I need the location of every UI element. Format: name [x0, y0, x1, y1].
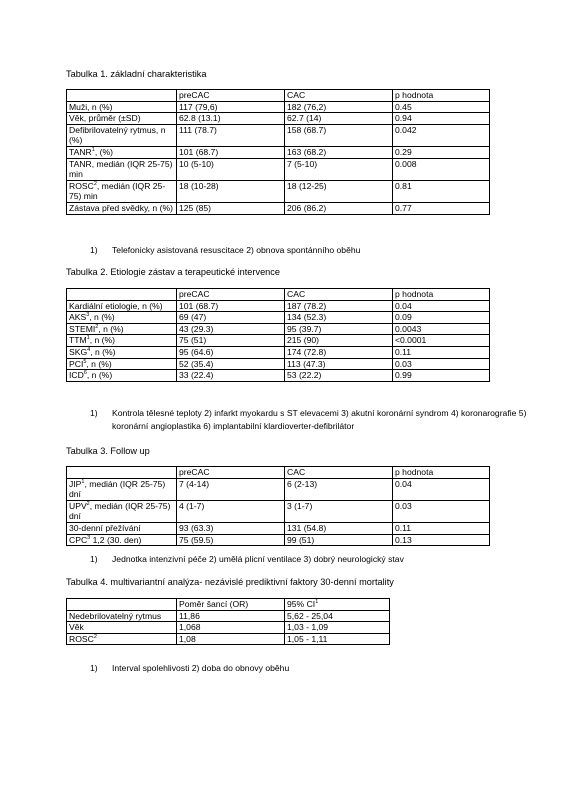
footnote-marker: 1 [91, 147, 95, 154]
table-row [67, 158, 490, 180]
header-cell [285, 599, 390, 611]
data-cell: 158 (68.7) [285, 124, 393, 146]
table-row [67, 101, 490, 113]
header-cell [67, 90, 177, 102]
data-cell: 3 (1-7) [285, 500, 393, 522]
table-4-caption: Tabulka 4. multivariantní analýza- nezávislé prediktivní faktory 30-denní mortality [66, 577, 394, 587]
data-cell: 113 (47.3) [285, 358, 393, 370]
row-label-suffix: , medián (IQR 25-75) min [69, 180, 166, 202]
data-cell: 75 (59.5) [177, 534, 285, 546]
table-row [67, 610, 390, 622]
header-cell: p hodnota [393, 90, 490, 102]
row-label: Defibrilovatelný rytmus, n (%) [69, 124, 166, 146]
data-cell: 125 (85) [177, 202, 285, 214]
row-label-cell [67, 633, 177, 645]
data-cell: 0.03 [393, 358, 490, 370]
header-cell: p hodnota [393, 289, 490, 301]
row-label-cell [67, 113, 177, 125]
footnote-marker: 2 [95, 323, 99, 330]
data-cell: 101 (68.7) [177, 300, 285, 312]
footnote-marker: 6 [83, 370, 87, 377]
data-cell: 0.29 [393, 146, 490, 158]
row-label-cell [67, 370, 177, 382]
row-label-cell [67, 610, 177, 622]
row-label-cell [67, 622, 177, 634]
table-row [67, 202, 490, 214]
row-label: Zástava před svědky, n (%) [69, 202, 173, 213]
footnote-marker: 1 [86, 335, 90, 342]
footnote-text: Jednotka intenzivní péče 2) umělá plicní ventilace 3) dobrý neurologický stav [112, 554, 404, 564]
data-cell: 0.0043 [393, 323, 490, 335]
table-row [67, 300, 490, 312]
row-label-suffix: , medián (IQR 25-75) dní [69, 500, 171, 522]
data-cell: 11,86 [177, 610, 285, 622]
row-label: Muži, n (%) [69, 101, 113, 112]
data-cell: 52 (35.4) [177, 358, 285, 370]
footnote-number: 1) [90, 408, 98, 418]
table-row [67, 358, 490, 370]
row-label-cell [67, 146, 177, 158]
header-cell [67, 599, 177, 611]
table-2 [66, 288, 490, 382]
row-label: TANR [69, 146, 92, 157]
data-cell: 1,03 - 1,09 [285, 622, 390, 634]
row-label-suffix: , medián (IQR 25-75) dní [69, 478, 166, 500]
row-label-cell [67, 478, 177, 500]
table-1 [66, 89, 490, 215]
table-3-caption: Tabulka 3. Follow up [66, 446, 150, 456]
table-header-row [67, 467, 490, 479]
table-row [67, 534, 490, 546]
row-label-cell [67, 522, 177, 534]
row-label-cell [67, 158, 177, 180]
footnote-number: 1) [90, 554, 98, 564]
table-header-row [67, 90, 490, 102]
row-label-cell [67, 335, 177, 347]
header-label: 95% CI [287, 599, 316, 609]
row-label: Kardiální etiologie, n (%) [69, 300, 163, 311]
footnote-marker: 2 [93, 633, 97, 640]
header-cell: preCAC [177, 289, 285, 301]
data-cell: 0.04 [393, 300, 490, 312]
row-label-cell [67, 124, 177, 146]
header-cell: p hodnota [393, 467, 490, 479]
footnote-number: 1) [90, 245, 98, 255]
data-cell: 0.008 [393, 158, 490, 180]
data-cell: 95 (64.6) [177, 346, 285, 358]
data-cell: 0.13 [393, 534, 490, 546]
row-label-cell [67, 180, 177, 202]
row-label-cell [67, 323, 177, 335]
data-cell: 131 (54.8) [285, 522, 393, 534]
header-cell: CAC [285, 90, 393, 102]
footnote-marker: 5 [83, 358, 87, 365]
row-label: SKG [69, 346, 88, 357]
data-cell: 6 (2-13) [285, 478, 393, 500]
table-row [67, 113, 490, 125]
data-cell: 174 (72.8) [285, 346, 393, 358]
data-cell: 0.11 [393, 346, 490, 358]
row-label: Nedebrilovatelný rytmus [69, 610, 162, 621]
row-label: JIP [69, 478, 82, 489]
footnote-marker: 2 [93, 180, 97, 187]
data-cell: 117 (79,6) [177, 101, 285, 113]
data-cell: 18 (12-25) [285, 180, 393, 202]
footnote-marker: 2 [86, 500, 90, 507]
table-row [67, 622, 390, 634]
table-row [67, 370, 490, 382]
row-label-suffix: 1,2 (30. den) [90, 534, 142, 545]
data-cell: 43 (29.3) [177, 323, 285, 335]
table-row [67, 323, 490, 335]
table-row [67, 346, 490, 358]
data-cell: 69 (47) [177, 312, 285, 324]
header-cell [67, 467, 177, 479]
data-cell: 99 (51) [285, 534, 393, 546]
row-label-suffix: , n (%) [86, 370, 113, 381]
footnote-text: Telefonicky asistovaná resuscitace 2) obnova spontánního oběhu [112, 245, 361, 255]
row-label: PCI [69, 358, 84, 369]
row-label: 30-denní přežívání [69, 522, 141, 533]
table-3 [66, 466, 490, 546]
data-cell: 0.99 [393, 370, 490, 382]
row-label-suffix: , n (%) [89, 335, 116, 346]
header-cell: CAC [285, 289, 393, 301]
row-label-cell [67, 312, 177, 324]
row-label-suffix: , n (%) [98, 323, 124, 334]
data-cell: 53 (22.2) [285, 370, 393, 382]
data-cell: 0.042 [393, 124, 490, 146]
data-cell: 62.8 (13.1) [177, 113, 285, 125]
data-cell: 7 (4-14) [177, 478, 285, 500]
data-cell: 1,05 - 1,11 [285, 633, 390, 645]
row-label: STEMI [69, 323, 96, 334]
data-cell: 206 (86.2) [285, 202, 393, 214]
data-cell: 75 (51) [177, 335, 285, 347]
footnote-marker: 3 [87, 534, 91, 541]
data-cell: 0.94 [393, 113, 490, 125]
data-cell: 182 (76,2) [285, 101, 393, 113]
header-cell: Poměr šancí (OR) [177, 599, 285, 611]
footnote-text: Kontrola tělesné teploty 2) infarkt myokardu s ST elevacemi 3) akutní koronární syndrom 4) koronarografie 5) koronární angioplastika 6) implantabilní klardioverter-defibrilátor [112, 408, 527, 431]
row-label-cell [67, 346, 177, 358]
row-label: ICD [69, 370, 84, 381]
row-label-cell [67, 358, 177, 370]
table-row [67, 180, 490, 202]
data-cell: 0.45 [393, 101, 490, 113]
table-2-caption: Tabulka 2. Etiologie zástav a terapeutické intervence [66, 267, 280, 277]
footnote-number: 1) [90, 663, 98, 673]
table-row [67, 335, 490, 347]
table-row [67, 478, 490, 500]
row-label-suffix: , n (%) [89, 312, 115, 323]
table-header-row [67, 289, 490, 301]
data-cell: 7 (5-10) [285, 158, 393, 180]
table-row [67, 124, 490, 146]
data-cell: 0.11 [393, 522, 490, 534]
data-cell: 18 (10-28) [177, 180, 285, 202]
table-row [67, 312, 490, 324]
data-cell: 0.09 [393, 312, 490, 324]
table-row [67, 146, 490, 158]
row-label: Věk [69, 622, 84, 633]
row-label: ROSC [69, 633, 94, 644]
header-cell [67, 289, 177, 301]
table-header-row [67, 599, 390, 611]
data-cell: 134 (52.3) [285, 312, 393, 324]
data-cell: 0.81 [393, 180, 490, 202]
row-label: ROSC [69, 180, 94, 191]
table-row [67, 522, 490, 534]
row-label-suffix: , n (%) [90, 346, 116, 357]
row-label-cell [67, 101, 177, 113]
header-cell: CAC [285, 467, 393, 479]
row-label: AKS [69, 312, 87, 323]
row-label-suffix: , (%) [94, 146, 113, 157]
row-label-suffix: , n (%) [86, 358, 112, 369]
row-label: TANR, medián (IQR 25-75) min [69, 158, 173, 180]
data-cell: 4 (1-7) [177, 500, 285, 522]
row-label: Věk, průměr (±SD) [69, 113, 141, 124]
data-cell: <0.0001 [393, 335, 490, 347]
header-cell: preCAC [177, 90, 285, 102]
data-cell: 1,08 [177, 633, 285, 645]
row-label: TTM [69, 335, 87, 346]
footnote-marker: 3 [86, 312, 90, 319]
data-cell: 0.04 [393, 478, 490, 500]
data-cell: 111 (78.7) [177, 124, 285, 146]
row-label: UPV [69, 500, 87, 511]
row-label-cell [67, 300, 177, 312]
data-cell: 1,068 [177, 622, 285, 634]
table-row [67, 633, 390, 645]
row-label-cell [67, 500, 177, 522]
data-cell: 33 (22.4) [177, 370, 285, 382]
table-1-caption: Tabulka 1. základní charakteristika [66, 69, 207, 79]
table-4 [66, 598, 390, 645]
header-cell: preCAC [177, 467, 285, 479]
data-cell: 0.03 [393, 500, 490, 522]
footnote-text: Interval spolehlivosti 2) doba do obnovy oběhu [112, 663, 290, 673]
row-label-cell [67, 202, 177, 214]
data-cell: 187 (78.2) [285, 300, 393, 312]
row-label-cell [67, 534, 177, 546]
footnote-marker: 1 [81, 478, 85, 485]
footnote-marker: 1 [315, 599, 319, 606]
data-cell: 5,62 - 25,04 [285, 610, 390, 622]
footnote-marker: 4 [87, 347, 91, 354]
data-cell: 215 (90) [285, 335, 393, 347]
data-cell: 93 (63.3) [177, 522, 285, 534]
data-cell: 101 (68.7) [177, 146, 285, 158]
data-cell: 0.77 [393, 202, 490, 214]
data-cell: 95 (39.7) [285, 323, 393, 335]
data-cell: 10 (5-10) [177, 158, 285, 180]
data-cell: 163 (68.2) [285, 146, 393, 158]
data-cell: 62.7 (14) [285, 113, 393, 125]
table-row [67, 500, 490, 522]
row-label: CPC [69, 534, 88, 545]
